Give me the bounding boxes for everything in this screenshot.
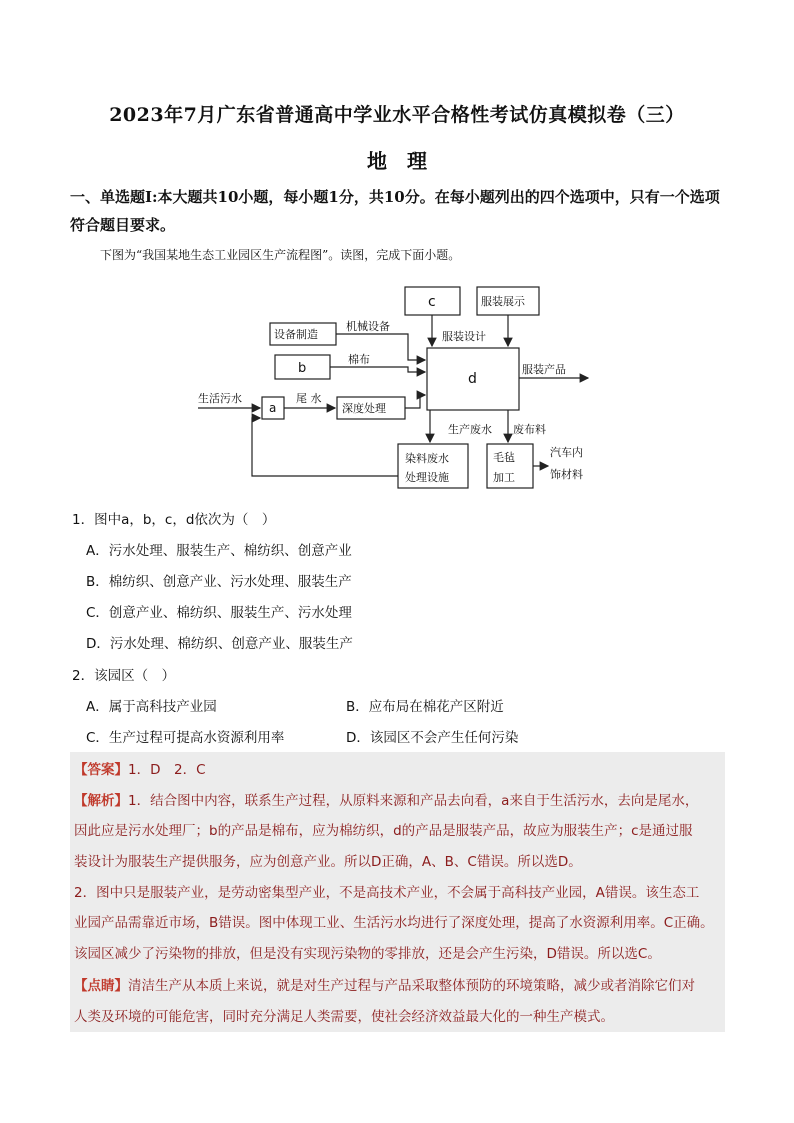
label-auto-2: 饰材料 <box>550 468 583 481</box>
q2-option-c[interactable]: C．生产过程可提高水资源利用率 <box>86 730 285 746</box>
section-heading: 一、单选题I:本大题共10小题，每小题1分，共10分。在每小题列出的四个选项中，只有一个选项符合题目要求。 <box>70 188 720 234</box>
analysis-line-4: 2．图中只是服装产业，是劳动密集型产业，不是高技术产业，不会属于高科技产业园，A错误。该生态工 <box>74 885 700 901</box>
question-intro: 下图为“我国某地生态工业园区生产流程图”。读图，完成下面小题。 <box>100 248 461 262</box>
label-c: c <box>428 294 436 310</box>
analysis-tag: 【解析】 <box>74 793 128 809</box>
label-dye-2: 处理设施 <box>405 471 449 484</box>
tip-tag: 【点睛】 <box>74 978 128 994</box>
tip-line-2: 人类及环境的可能危害，同时充分满足人类需要，使社会经济效益最大化的一种生产模式。 <box>74 1009 614 1025</box>
tip-line <box>74 974 695 994</box>
label-equip: 设备制造 <box>274 328 318 341</box>
label-cloth: 棉布 <box>348 353 370 366</box>
label-a: a <box>269 401 277 415</box>
label-tail: 尾 水 <box>296 392 322 405</box>
page-title: 2023年7月广东省普通高中学业水平合格性考试仿真模拟卷（三） <box>109 104 685 126</box>
analysis-line-3: 装设计为服装生产提供服务，应为创意产业。所以D正确，A、B、C错误。所以选D。 <box>74 854 582 870</box>
q1-stem: 1．图中a，b，c，d依次为（ ） <box>72 512 276 528</box>
analysis-line-6: 该园区减少了污染物的排放，但是没有实现污染物的零排放，还是会产生污染，D错误。所以选C。 <box>74 946 661 962</box>
label-felt-1: 毛毡 <box>493 451 515 464</box>
label-machine: 机械设备 <box>346 320 390 333</box>
q1-option-a[interactable]: A．污水处理、服装生产、棉纺织、创意产业 <box>86 543 352 559</box>
q2-option-b[interactable]: B．应布局在棉花产区附近 <box>346 699 504 715</box>
answer-tag: 【答案】 <box>74 762 128 778</box>
analysis-line-2: 因此应是污水处理厂；b的产品是棉布，应为棉纺织，d的产品是服装产品，故应为服装生产；c是通过服 <box>74 823 693 839</box>
analysis-line-5: 业园产品需靠近市场，B错误。图中体现工业、生活污水均进行了深度处理，提高了水资源利用率。C正确。 <box>74 915 714 931</box>
label-prodwaste: 生产废水 <box>448 423 492 436</box>
q1-option-d[interactable]: D．污水处理、棉纺织、创意产业、服装生产 <box>86 636 353 652</box>
label-dye-1: 染料废水 <box>405 452 449 465</box>
answer-line <box>74 758 206 778</box>
analysis-line-1: 1．结合图中内容，联系生产过程，从原料来源和产品去向看，a来自于生活污水，去向是尾水， <box>128 793 699 809</box>
analysis-line <box>74 789 698 809</box>
label-auto-1: 汽车内 <box>550 446 583 459</box>
subject-title: 地 理 <box>367 149 427 173</box>
q2-stem: 2．该园区（ ） <box>72 668 176 684</box>
q2-option-a[interactable]: A．属于高科技产业园 <box>86 699 217 715</box>
q1-option-b[interactable]: B．棉纺织、创意产业、污水处理、服装生产 <box>86 574 352 590</box>
q2-option-d[interactable]: D．该园区不会产生任何污染 <box>346 730 519 746</box>
tip-line-1: 清洁生产从本质上来说，就是对生产过程与产品采取整体预防的环境策略，减少或者消除它们对 <box>128 978 695 994</box>
label-scrap: 废布料 <box>513 423 546 436</box>
label-b: b <box>298 361 307 376</box>
answer-text: 1．D 2．C <box>128 762 206 778</box>
label-sewage: 生活污水 <box>198 392 242 405</box>
label-d: d <box>468 371 477 387</box>
label-felt-2: 加工 <box>493 471 515 484</box>
flow-diagram <box>190 280 610 500</box>
label-show: 服装展示 <box>481 295 525 308</box>
label-design: 服装设计 <box>442 330 486 343</box>
label-product: 服装产品 <box>522 363 566 376</box>
label-deep: 深度处理 <box>342 402 386 415</box>
q1-option-c[interactable]: C．创意产业、棉纺织、服装生产、污水处理 <box>86 605 352 621</box>
